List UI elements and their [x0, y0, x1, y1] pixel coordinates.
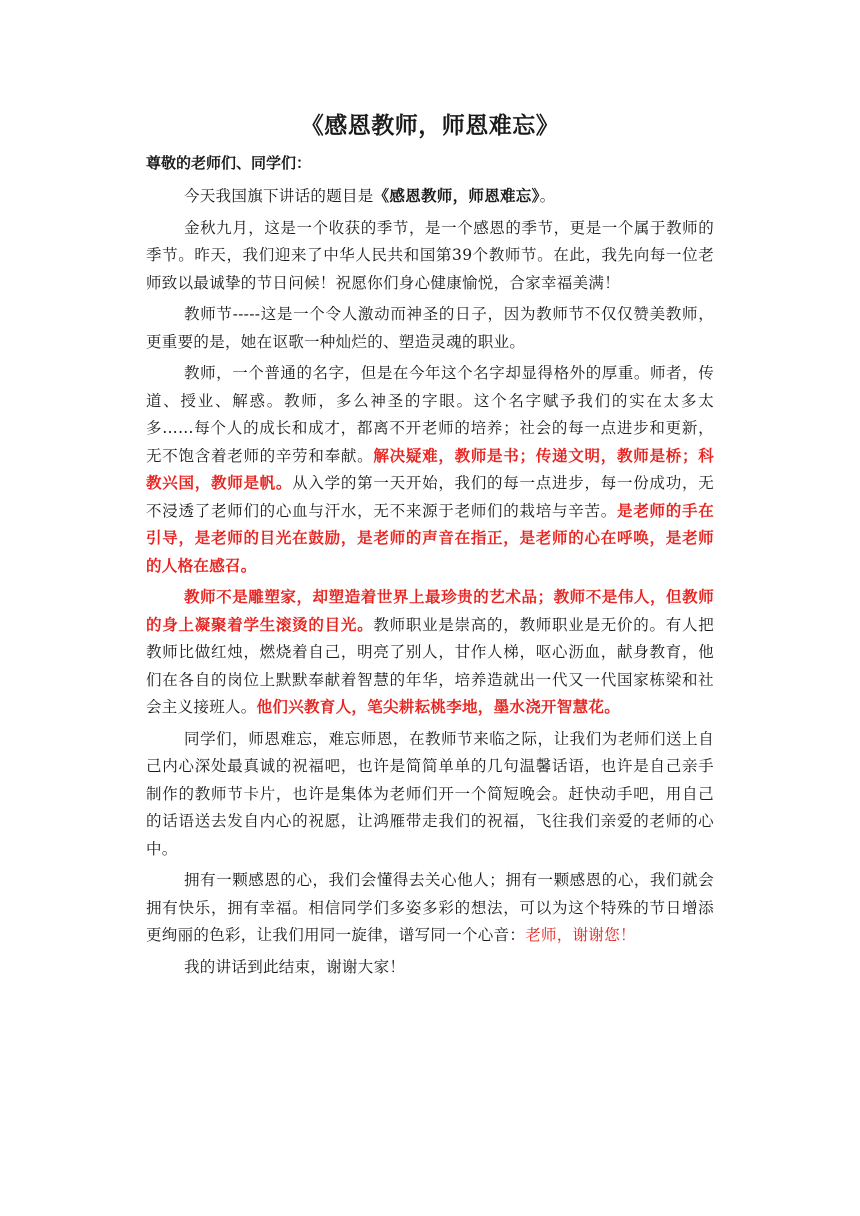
paragraph-teachers-day: 教师节-----这是一个令人激动而神圣的日子，因为教师节不仅仅赞美教师，更重要的是，她在讴歌一种灿烂的、塑造灵魂的职业。 — [146, 305, 714, 351]
paragraph-closing: 我的讲话到此结束，谢谢大家！ — [184, 957, 406, 976]
candle-text: 教师职业是崇高的，教师职业是无价的。有人把教师比做红烛，燃烧着自己，明亮了别人，甘作人梯，呕心沥血，献身教育，他们在各自的岗位上默默奉献着智慧的年华，培养造就出一代又一代国家栋梁和社会主义接班人。 — [146, 615, 714, 716]
paragraph-grateful-heart — [146, 867, 714, 950]
paragraph-blessing: 同学们，师恩难忘，难忘师恩，在教师节来临之际，让我们为老师们送上自己内心深处最真诚的祝福吧，也许是简简单单的几句温馨话语，也许是自己亲手制作的教师节卡片，也许是集体为老师们开一个简短晚会。赶快动手吧，用自己的话语送去发自内心的祝愿，让鸿雁带走我们的祝福，飞往我们亲爱的老师的心中。 — [146, 729, 714, 858]
paragraph-intro — [146, 183, 714, 211]
intro-title-quote: 《感恩教师，师恩难忘》 — [373, 187, 540, 205]
paragraph-sculptor — [146, 584, 714, 722]
intro-end: 。 — [539, 187, 556, 205]
paragraph-teacher-name — [146, 360, 714, 580]
teacher-name-text: 教师，一个普通的名字，但是在今年这个名字却显得格外的厚重。师者，传道、授业、解惑。教师，多么神圣的字眼。这个名字赋予我们的实在太多太多……每个人的成长和成才，都离不开老师的培养；社会的每一点进步和更新，无不饱含着老师的辛劳和奉献。 — [146, 364, 714, 465]
salutation: 尊敬的老师们、同学们： — [146, 154, 312, 172]
thank-you-teacher: 老师，谢谢您！ — [525, 926, 636, 944]
speech-body — [146, 183, 714, 985]
education-highlight: 他们兴教育人，笔尖耕耘桃李地，墨水浇开智慧花。 — [256, 698, 621, 716]
teacher-effort-text: 从入学的第一天开始，我们的每一点进步，每一份成功，无不浸透了老师们的心血与汗水，无不来源于老师们的栽培与辛苦。 — [146, 474, 714, 520]
teacher-guidance-highlight: 是老师的手在引导，是老师的目光在鼓励，是老师的声音在指正，是老师的心在呼唤，是老师的人格在感召。 — [146, 501, 714, 575]
sculptor-highlight: 教师不是雕塑家，却塑造着世界上最珍贵的艺术品；教师不是伟人，但教师的身上凝聚着学生滚烫的目光。 — [146, 588, 714, 634]
teacher-metaphor-highlight: 解决疑难，教师是书；传递文明，教师是桥；科教兴国，教师是帆。 — [146, 446, 714, 492]
paragraph-autumn: 金秋九月，这是一个收获的季节，是一个感恩的季节，更是一个属于教师的季节。昨天，我们迎来了中华人民共和国第39个教师节。在此，我先向每一位老师致以最诚挚的节日问候！祝愿你们身心健康愉悦，合家幸福美满！ — [146, 218, 714, 292]
page-title: 《感恩教师，师恩难忘》 — [300, 113, 560, 139]
intro-text: 今天我国旗下讲话的题目是 — [184, 187, 374, 205]
grateful-heart-text: 拥有一颗感恩的心，我们会懂得去关心他人；拥有一颗感恩的心，我们就会拥有快乐，拥有幸福。相信同学们多姿多彩的想法，可以为这个特殊的节日增添更绚丽的色彩，让我们用同一旋律，谱写同一个心音： — [146, 871, 714, 944]
